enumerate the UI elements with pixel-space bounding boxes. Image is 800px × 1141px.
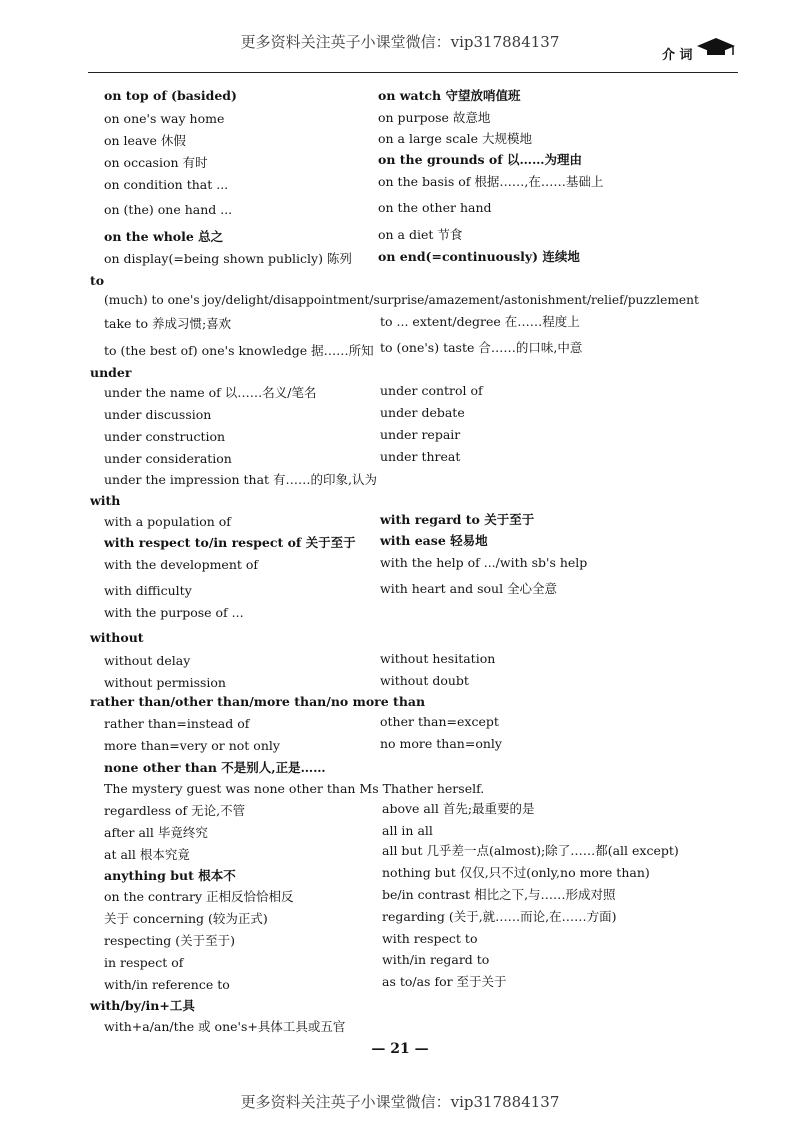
entry-left: with the development of [104,557,259,572]
entry-left: on the whole 总之 [104,229,224,244]
entry-left: 关于 concerning (较为正式) [104,911,268,926]
entry-left: on top of (basided) [104,88,237,103]
example-sentence: The mystery guest was none other than Ms Thather herself. [104,781,485,796]
entry-right: on a large scale 大规模地 [378,131,533,146]
section-heading: with/by/in+工具 [90,998,195,1013]
section-heading: to [90,273,105,288]
entry-right: as to/as for 至于关于 [382,974,507,989]
entry-left: more than=very or not only [104,738,280,753]
page-number: — 21 — [371,1041,429,1057]
entry-right: on the grounds of 以……为理由 [378,152,582,167]
entry-left: under consideration [104,451,232,466]
entry-left: with a population of [104,514,231,529]
entry-wide: with+a/an/the 或 one's+具体工具或五官 [104,1019,346,1034]
entry-right: under repair [380,427,461,442]
entry-right: with the help of .../with sb's help [380,555,588,570]
entry-right: under debate [380,405,465,420]
entry-wide: none other than 不是别人,正是…… [104,760,326,775]
graduation-cap-icon [695,36,737,58]
entry-left: with difficulty [104,583,192,598]
entry-right: on watch 守望放哨值班 [378,88,521,103]
entry-left: under construction [104,429,226,444]
entry-right: on end(=continuously) 连续地 [378,249,580,264]
entry-left: without permission [104,675,226,690]
entry-right: on the basis of 根据……,在……基础上 [378,174,604,189]
entry-right: other than=except [380,714,499,729]
entry-left: without delay [104,653,191,668]
section-heading: without [90,630,144,645]
entry-left: to (the best of) one's knowledge 据……所知 [104,343,374,358]
entry-right: all but 几乎差一点(almost);除了……都(all except) [382,843,679,858]
entry-left: on condition that ... [104,177,229,192]
entry-left: on display(=being shown publicly) 陈列 [104,251,352,266]
entry-right: on purpose 故意地 [378,110,491,125]
entry-right: with regard to 关于至于 [380,512,535,527]
running-head: 介 词 [662,48,693,63]
entry-left: on one's way home [104,111,225,126]
entry-left: take to 养成习惯;喜欢 [104,316,232,331]
entry-right: on a diet 节食 [378,227,463,242]
entry-left: on leave 休假 [104,133,186,148]
entry-left: regardless of 无论,不管 [104,803,246,818]
section-heading: under [90,365,132,380]
entry-right: with respect to [382,931,478,946]
entry-wide: under the impression that 有……的印象,认为 [104,472,377,487]
entry-right: all in all [382,823,433,838]
entry-right: regarding (关于,就……而论,在……方面) [382,909,617,924]
entry-right: no more than=only [380,736,502,751]
entry-right: with/in regard to [382,952,490,967]
entry-right: nothing but 仅仅,只不过(only,no more than) [382,865,650,880]
entry-left: after all 毕竟终究 [104,825,208,840]
entry-left: under discussion [104,407,212,422]
entry-right: be/in contrast 相比之下,与……形成对照 [382,887,616,902]
entry-left: with respect to/in respect of 关于至于 [104,535,356,550]
section-heading: rather than/other than/more than/no more than [90,694,426,709]
entry-left: on occasion 有时 [104,155,208,170]
entry-left: respecting (关于至于) [104,933,235,948]
entry-left: on the contrary 正相反恰恰相反 [104,889,294,904]
watermark-bottom: 更多资料关注英子小课堂微信：vip317884137 [240,1093,560,1111]
entry-right: to (one's) taste 合……的口味,中意 [380,340,583,355]
header-rule [88,72,738,73]
entry-left: in respect of [104,955,184,970]
watermark-top: 更多资料关注英子小课堂微信：vip317884137 [240,33,560,51]
entry-right: with heart and soul 全心全意 [380,581,558,596]
entry-left: at all 根本究竟 [104,847,190,862]
entry-left: with/in reference to [104,977,230,992]
entry-wide: (much) to one's joy/delight/disappointment/surprise/amazement/astonishment/relief/puzzlement [104,293,699,307]
entry-right: under control of [380,383,483,398]
entry-wide: with the purpose of ... [104,605,244,620]
entry-right: on the other hand [378,200,492,215]
entry-right: without doubt [380,673,469,688]
entry-right: with ease 轻易地 [380,533,488,548]
entry-left: on (the) one hand ... [104,202,233,217]
entry-right: to ... extent/degree 在……程度上 [380,314,580,329]
section-heading: with [90,493,121,508]
entry-left: under the name of 以……名义/笔名 [104,385,317,400]
entry-right: without hesitation [380,651,496,666]
entry-right: under threat [380,449,461,464]
entry-left: rather than=instead of [104,716,250,731]
entry-left: anything but 根本不 [104,868,236,883]
entry-right: above all 首先;最重要的是 [382,801,535,816]
